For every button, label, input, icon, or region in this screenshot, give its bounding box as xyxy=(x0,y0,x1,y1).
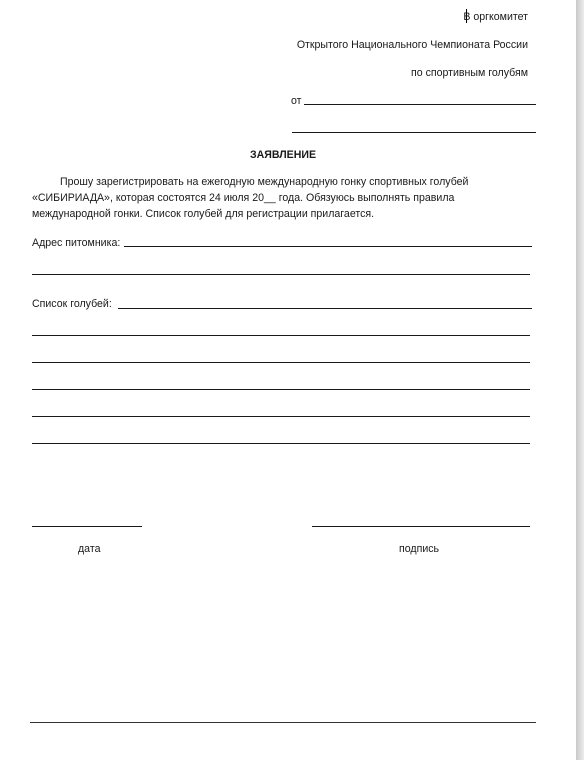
page-footer-divider xyxy=(30,722,536,723)
date-label: дата xyxy=(78,543,101,555)
pigeons-line-2[interactable] xyxy=(32,335,530,336)
pigeons-line-1[interactable] xyxy=(118,308,532,309)
pigeons-line-6[interactable] xyxy=(32,443,530,444)
statement-body xyxy=(32,174,532,222)
header-subject: по спортивным голубям xyxy=(411,67,528,79)
signature-label: подпись xyxy=(399,543,440,555)
pigeons-line-3[interactable] xyxy=(32,362,530,363)
pigeons-line-4[interactable] xyxy=(32,389,530,390)
pigeons-line-5[interactable] xyxy=(32,416,530,417)
from-name-line-2[interactable] xyxy=(292,132,536,133)
document-title: ЗАЯВЛЕНИЕ xyxy=(249,149,317,161)
statement-line-3: международной гонки. Список голубей для регистрации прилагается. xyxy=(32,208,375,220)
from-label: от xyxy=(291,95,302,107)
page-edge-shadow xyxy=(576,0,584,760)
address-line-2[interactable] xyxy=(32,274,530,275)
statement-line-2: «СИБИРИАДА», которая состоятся 24 июля 20__ года. Обязуюсь выполнять правила xyxy=(32,192,455,204)
signature-line[interactable] xyxy=(312,526,530,527)
address-line-1[interactable] xyxy=(124,246,532,247)
statement-line-1: Прошу зарегистрировать на ежегодную международную гонку спортивных голубей xyxy=(60,176,469,188)
header-organization: Открытого Национального Чемпионата России xyxy=(296,39,528,51)
pigeons-label: Список голубей: xyxy=(32,298,112,310)
address-label: Адрес питомника: xyxy=(32,237,121,249)
date-line[interactable] xyxy=(32,526,142,527)
from-name-line[interactable] xyxy=(304,104,536,105)
header-recipient: В оргкомитет xyxy=(463,11,528,23)
